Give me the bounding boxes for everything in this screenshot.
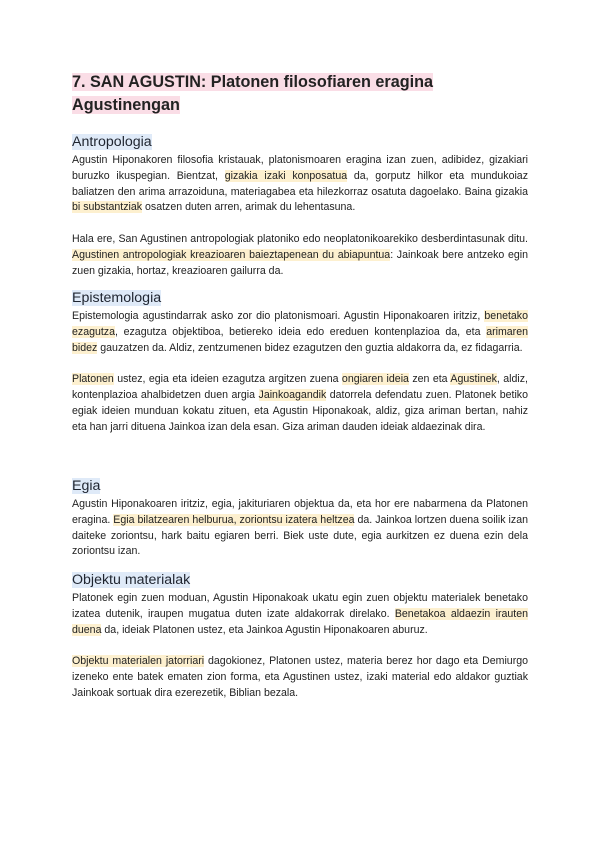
highlighted-text: ongiaren ideia [341, 373, 409, 386]
section-egia [72, 477, 528, 560]
section-heading-text: Epistemologia [72, 290, 162, 306]
text-run: dagokionez, Platonen ustez, materia berez hor dago eta Demiurgo izeneko ente batek ematen zion forma, eta Agustinen ustez, izaki material edo aldakor guztiak Jainkoak sortuak dira ezerezetik, Biblian bezala. [72, 655, 529, 699]
highlighted-text: Jainkoagandik [258, 388, 327, 401]
highlighted-text: Benetakoa aldaezin irauten duena [72, 607, 528, 636]
title-line-2: Agustinengan [72, 96, 180, 114]
title-line-1: 7. SAN AGUSTIN: Platonen filosofiaren eragina [72, 73, 433, 91]
paragraph [72, 372, 528, 435]
text-run: Epistemologia agustindarrak asko zor dio platonismoari. Agustin Hiponakoaren iritziz, [72, 310, 485, 322]
section-heading [72, 571, 528, 589]
text-run: : Jainkoak bere antzeko egin zuen gizakia, hortaz, kreazioaren gailurra da. [72, 248, 528, 277]
section-heading [72, 289, 528, 307]
paragraph [72, 591, 528, 638]
section-heading [72, 133, 528, 151]
section-epistemologia [72, 289, 528, 435]
text-run: da, ideiak Platonen ustez, eta Jainkoa Agustin Hiponakoaren aburuz. [101, 623, 428, 636]
highlighted-text: Platonen [72, 373, 114, 386]
paragraph [72, 654, 528, 701]
highlighted-text: benetako ezagutza [72, 310, 528, 338]
section-antropologia [72, 133, 528, 279]
text-run: zen eta [408, 373, 451, 386]
section-heading-text: Antropologia [72, 134, 152, 150]
highlighted-text: arimaren bidez [72, 325, 528, 354]
text-run: gauzatzen da. Aldiz, zentzumenen bidez ezagutzen den guztia aldakorra da, ez fidagarria. [97, 341, 523, 354]
highlighted-text: Agustinen antropologiak kreazioaren baieztapenean du abiapuntua [72, 248, 391, 261]
section-heading-text: Egia [72, 478, 101, 494]
highlighted-text: Egia bilatzearen helburua, zoriontsu izatera heltzea [113, 513, 355, 526]
text-run: , ezagutza objektiboa, betiereko ideia edo ereduen kontenplazioa da, eta [115, 325, 487, 338]
text-run: da. Jainkoa lortzen duena soilik izan daiteke zoriontsu, hark baitu egiaren berri. Biek uste dute, egia aurkitzen ez duena ezin dela zoriontsu izan. [72, 513, 528, 558]
text-run: datorrela defendatu zuen. Platonek betiko egiak ideien munduan kokatu zituen, eta Agustin Hiponakoak, aldiz, giza ariman bertan, nahiz eta han jarri dituena Jainkoa izan dela esan. Giza ariman dauden ideiak aldaezinak dira. [72, 388, 528, 433]
page-title [72, 71, 528, 117]
text-run: , aldiz, kontenplazioa ahalbidetzen duen argia [72, 373, 529, 401]
highlighted-text: Agustinek [450, 373, 497, 386]
paragraph [72, 232, 528, 279]
text-run: Agustin Hiponakoaren iritziz, egia, jakituriaren objektua da, eta hor ere nabarmena da Platonen eragina. [72, 498, 528, 526]
paragraph [72, 153, 528, 216]
section-objektu-materialak [72, 571, 528, 702]
text-run: da, gorputz hilkor eta mundukoiaz baliatzen den arima arrazoiduna, materiagabea eta hilezkorraz osatuta dagoelako. Baina gizakia [72, 169, 528, 198]
paragraph [72, 309, 528, 356]
text-run: osatzen duten arren, arimak du lehentasuna. [142, 201, 356, 214]
text-run: Agustin Hiponakoren filosofia kristauak, platonismoaren eragina izan zuen, adibidez, gizakiari buruzko ikuspegian. Bientzat, [72, 154, 528, 182]
section-heading [72, 477, 528, 495]
section-heading-text: Objektu materialak [72, 572, 191, 588]
highlighted-text: bi substantziak [72, 201, 143, 214]
text-run: Platonek egin zuen moduan, Agustin Hiponakoak ukatu egin zuen objektu materialek benetako izatea dutenik, iraupen mugatua duten izate aldakorrak direlako. [72, 592, 528, 620]
paragraph [72, 497, 528, 560]
highlighted-text: gizakia izaki konposatua [224, 169, 348, 182]
highlighted-text: Objektu materialen jatorriari [72, 655, 205, 668]
text-run: ustez, egia eta ideien ezagutza argitzen zuena [113, 373, 342, 386]
text-run: Hala ere, San Agustinen antropologiak platoniko edo neoplatonikoarekiko desberdintasunak ditu. [72, 232, 528, 245]
